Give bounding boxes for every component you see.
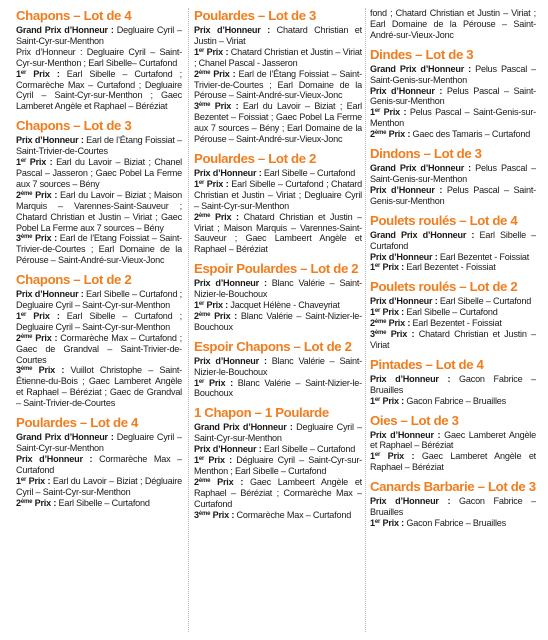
category-title: Oies – Lot de 3	[370, 412, 459, 428]
prize-label: Prix d’Honneur :	[370, 373, 451, 384]
winners-text: Cormarèche Max – Curtafond	[16, 453, 182, 475]
prize-entry	[370, 64, 536, 86]
category-section	[194, 405, 362, 520]
winners-text: Dégluaire Cyril – Saint-Cyr-sur-Menthon ; Earl Sibelle – Curtafond	[194, 455, 362, 476]
winners-text: Earl Sibelle – Curtafond ; Degluaire Cyril – Saint-Cyr-sur-Menthon	[16, 289, 182, 311]
winners-text: Earl de l’Etang Foissiat – Saint-Trivier-de-Courtes ; Earl Domaine de la Pérouse – Saint-André-sur-Vieux-Jonc	[16, 233, 182, 266]
prize-label: 1er Prix :	[194, 377, 233, 388]
prize-label: Prix d’Honneur :	[370, 184, 443, 195]
winners-text: Pelus Pascal – Saint-Genis-sur-Menthon	[370, 63, 536, 85]
prize-label: Grand Prix d’Honneur :	[370, 163, 471, 174]
winners-text: Gacon Fabrice – Bruailles	[404, 395, 506, 406]
prize-entry	[370, 396, 536, 407]
prize-label: 1er Prix :	[16, 475, 51, 486]
category-title: Pintades – Lot de 4	[370, 356, 484, 372]
prize-entry	[16, 190, 182, 234]
prize-entry	[370, 430, 536, 452]
prize-label: 2ème Prix :	[16, 497, 57, 508]
column-divider	[365, 8, 366, 632]
winners-text: Pelus Pascal – Saint-Genis-sur-Menthon	[370, 85, 536, 107]
prize-label: 1er Prix :	[370, 107, 407, 118]
prize-label: 3ème Prix :	[16, 365, 65, 376]
prize-entry	[194, 168, 362, 179]
winners-text: Prix d’Honneur : Degluaire Cyril – Saint-Cyr-sur-Menthon ; Earl Sibelle– Curtafond	[16, 46, 182, 68]
winners-text: Jacquet Hélène - Chaveyriat	[228, 300, 340, 311]
prize-label: Prix d’Honneur :	[370, 251, 438, 262]
winners-text: Earl Sibelle – Curtafond	[404, 307, 498, 318]
winners-text: Chatard Christian et Justin – Viriat ; Maison Marquis – Varennes-Saint-Sauveur ; Gaec Lambeert Angèle et Raphael – Béréziat	[194, 211, 362, 255]
winners-text: Earl Bezentet - Foissiat	[404, 262, 496, 273]
prize-entry	[194, 422, 362, 444]
winners-text: Blanc Valérie – Saint-Nizier-le-Bouchoux	[194, 278, 362, 300]
winners-text: Blanc Valérie – Saint-Nizier-le-Bouchoux	[194, 377, 362, 399]
winners-text: Earl Sibelle – Curtafond ; Cormarèche Max – Curtafond ; Degluaire Cyril – Saint-Cyr-sur-Menthon ; Gaec Lamberet Angèle et Raphael – Béréziat	[16, 68, 182, 112]
winners-text: Degluaire Cyril – Saint-Cyr-sur-Menthon	[16, 25, 182, 46]
prize-label: 2ème Prix :	[194, 68, 236, 79]
prize-label: 2ème Prix :	[194, 211, 239, 222]
winners-text: Earl du Lavoir – Biziat ; Earl Bezentet – Foissiat ; Gaec Pobel La Ferme aux 7 sources – Bény ; Earl Domaine de la Pérouse – Saint-André-sur-Vieux-Jonc	[194, 101, 362, 145]
winners-text: Earl de l’Étang Foissiat – Saint-Trivier-de-Courtes ; Earl Domaine de la Pérouse – Saint-André-sur-Vieux-Jonc	[194, 68, 362, 101]
prize-label: Prix d’Honneur :	[370, 429, 441, 440]
prize-entry	[194, 311, 362, 333]
prize-entry	[16, 311, 182, 333]
winners-text: Gaec Lamberet Angèle et Raphael – Béréziat	[370, 429, 536, 451]
prize-entry	[16, 157, 182, 190]
column-divider	[188, 8, 189, 632]
prize-entry	[16, 432, 182, 454]
prize-entry	[194, 378, 362, 400]
winners-text: Pelus Pascal – Saint-Genis-sur-Menthon	[370, 163, 536, 184]
winners-text: Gaec des Tamaris – Curtafond	[410, 129, 531, 140]
winners-text: Cormarèche Max – Curtafond ; Gaec de Grandval – Saint-Trivier-de-Courtes	[16, 332, 182, 365]
prize-entry	[194, 455, 362, 477]
winners-text: Earl du Lavoir – Biziat ; Maison Marquis – Varennes-Saint-Sauveur ; Chatard Christian et Justin – Viriat ; Gaec Pobel La Ferme aux 7 sources – Bény	[16, 189, 182, 233]
prize-label: 1er Prix :	[16, 157, 53, 168]
prize-label: 1er Prix :	[16, 68, 60, 79]
prize-label: 1er Prix :	[370, 262, 405, 273]
prize-label: 3ème Prix :	[194, 509, 235, 520]
prize-entry	[370, 252, 536, 263]
winners-text: Gaec Lamberet Angèle et Raphael – Béréziat	[370, 451, 536, 473]
prize-label: Grand Prix d’Honneur :	[16, 432, 114, 443]
winners-text: Chatard Christian et Justin – Viriat	[194, 25, 362, 46]
winners-text: Pelus Pascal – Saint-Genis-sur-Menthon	[370, 184, 536, 206]
prize-entry	[16, 476, 182, 498]
prize-label: 1er Prix :	[194, 455, 232, 466]
category-section	[370, 479, 536, 529]
winners-text: Gaec Lambeert Angèle et Raphael – Béréziat ; Cormarèche Max – Curtafond	[194, 476, 362, 509]
winners-text: Earl de l’Étang Foissiat – Saint-Trivier-de-Courtes	[16, 135, 182, 157]
prize-label: 1er Prix :	[194, 46, 229, 57]
prize-label: 1er Prix :	[370, 451, 415, 462]
winners-text: Earl Sibelle – Curtafond	[437, 296, 532, 307]
prize-label: 2ème Prix :	[370, 129, 411, 140]
category-section	[194, 8, 362, 145]
prize-label: Prix d’Honneur :	[194, 444, 262, 455]
winners-text: Earl Sibelle – Curtafond	[261, 167, 356, 178]
prize-label: Prix d’Honneur :	[194, 278, 267, 289]
category-section	[370, 357, 536, 407]
prize-label: 1er Prix :	[16, 310, 60, 321]
winners-text: Blanc Valérie – Saint-Nizier-le-Bouchoux	[194, 310, 362, 332]
prize-label: Prix d’Honneur :	[16, 135, 84, 146]
category-title: 1 Chapon – 1 Poularde	[194, 405, 329, 421]
prize-label: 1er Prix :	[370, 395, 405, 406]
winners-text: Degluaire Cyril – Saint-Cyr-sur-Menthon	[16, 432, 182, 453]
category-section	[370, 279, 536, 351]
category-section	[370, 47, 536, 140]
prize-label: 3ème Prix :	[194, 101, 239, 112]
category-section	[370, 413, 536, 474]
winners-text: Degluaire Cyril – Saint-Cyr-sur-Menthon	[194, 422, 362, 444]
winners-text: Earl du Lavoir – Biziat ; Dégluaire Cyril – Saint-Cyr-sur-Menthon	[16, 475, 182, 497]
winners-text: Earl Bezentet - Foissiat	[410, 318, 502, 329]
column-1	[16, 8, 182, 636]
prize-entry	[370, 129, 536, 140]
category-title: Poulardes – Lot de 4	[16, 415, 138, 431]
prize-entry	[370, 262, 536, 273]
prize-label: Prix d’Honneur :	[16, 453, 93, 464]
prize-label: Grand Prix d’Honneur :	[16, 25, 114, 35]
winners-text: Earl Sibelle – Curtafond	[56, 497, 150, 508]
prize-entry	[370, 518, 536, 529]
prize-label: Prix d’Honneur :	[194, 355, 267, 366]
category-title: Espoir Poulardes – Lot de 2	[194, 261, 359, 277]
prize-label: 2ème Prix :	[194, 310, 238, 321]
category-title: Poulets roulés – Lot de 4	[370, 212, 518, 228]
prize-label: 2ème Prix :	[194, 476, 244, 487]
winners-text: fond ; Chatard Christian et Justin – Viriat ; Earl Domaine de la Pérouse – Saint-André-sur-Vieux-Jonc	[370, 8, 536, 40]
category-title: Canards Barbarie – Lot de 3	[370, 479, 536, 495]
prize-entry	[370, 496, 536, 518]
prize-entry	[370, 307, 536, 318]
category-title: Chapons – Lot de 4	[16, 8, 132, 23]
winners-text: Pelus Pascal – Saint-Genis-sur-Menthon	[370, 107, 536, 129]
prize-label: Prix d’Honneur :	[370, 85, 443, 96]
prize-entry	[16, 135, 182, 157]
continued-entry	[370, 8, 536, 41]
category-title: Dindons – Lot de 3	[370, 146, 482, 162]
prize-entry	[194, 356, 362, 378]
winners-text: Gacon Fabrice – Bruailles	[370, 373, 536, 395]
prize-entry	[370, 318, 536, 329]
winners-text: Blanc Valérie – Saint-Nizier-le-Bouchoux	[194, 355, 362, 377]
prize-label: Prix d’Honneur :	[370, 296, 438, 307]
winners-text: Earl Bezentet - Foissiat	[437, 251, 530, 262]
category-section	[16, 272, 182, 409]
winners-text: Earl Sibelle – Curtafond ; Degluaire Cyril – Saint-Cyr-sur-Menthon	[16, 310, 182, 332]
category-section	[194, 339, 362, 400]
category-title: Chapons – Lot de 2	[16, 272, 132, 288]
prize-entry	[194, 300, 362, 311]
prize-entry	[370, 329, 536, 351]
prize-label: Grand Prix d’Honneur :	[194, 422, 293, 433]
category-title: Poulardes – Lot de 2	[194, 150, 316, 166]
prize-entry	[16, 25, 182, 47]
winners-text: Gacon Fabrice – Bruailles	[370, 496, 536, 518]
category-title: Dindes – Lot de 3	[370, 46, 474, 62]
prize-label: 1er Prix :	[370, 307, 405, 318]
prize-entry	[370, 296, 536, 307]
prize-entry	[194, 69, 362, 102]
prize-entry	[16, 233, 182, 266]
prize-entry	[370, 163, 536, 185]
prize-entry	[194, 212, 362, 256]
category-section	[194, 151, 362, 255]
column-3	[370, 8, 536, 636]
winners-text: Vuillot Christophe – Saint-Étienne-du-Bois ; Gaec Lamberet Angèle et Raphael – Béréziat ; Gaec de Grandval – Saint-Trivier-de-Courtes	[16, 365, 182, 409]
prize-label: 2ème Prix :	[16, 332, 58, 343]
prize-label: 1er Prix :	[370, 518, 405, 528]
prize-entry	[370, 451, 536, 473]
category-section	[16, 415, 182, 508]
prize-label: Prix d’Honneur :	[370, 496, 451, 507]
prize-label: 3ème Prix :	[370, 329, 415, 340]
category-title: Chapons – Lot de 3	[16, 118, 132, 134]
prize-entry	[16, 47, 182, 69]
prize-entry	[16, 498, 182, 509]
prize-entry	[194, 278, 362, 300]
prize-label: 2ème Prix :	[16, 189, 58, 200]
prize-label: 1er Prix :	[194, 300, 229, 311]
winners-text: Earl Sibelle – Curtafond	[370, 229, 536, 251]
category-section	[370, 213, 536, 274]
prize-entry	[194, 444, 362, 455]
prize-label: 1er Prix :	[194, 178, 229, 189]
column-2	[194, 8, 362, 636]
category-section	[370, 146, 536, 207]
winners-text: Gacon Fabrice – Bruailles	[404, 518, 506, 528]
winners-text: Chatard Christian et Justin – Viriat	[370, 329, 536, 350]
prize-entry	[370, 107, 536, 129]
prize-entry	[370, 230, 536, 252]
prize-entry	[194, 179, 362, 212]
prize-label: 3ème Prix :	[16, 233, 57, 244]
prize-entry	[370, 185, 536, 207]
prize-entry	[16, 69, 182, 113]
prize-label: Prix d’Honneur :	[16, 289, 84, 300]
winners-text: Earl Sibelle – Curtafond	[261, 444, 356, 455]
prize-label: Grand Prix d’Honneur :	[370, 229, 475, 240]
winners-text: Cormarèche Max – Curtafond	[234, 509, 352, 520]
category-section	[16, 8, 182, 112]
prize-entry	[194, 101, 362, 145]
prize-entry	[16, 289, 182, 311]
winners-text: Chatard Christian et Justin – Viriat ; Chanel Pascal - Jasseron	[194, 46, 362, 68]
prize-label: Prix d’Honneur :	[194, 25, 271, 35]
prize-entry	[194, 25, 362, 47]
category-title: Poulets roulés – Lot de 2	[370, 279, 518, 295]
prize-entry	[16, 454, 182, 476]
prize-label: Grand Prix d’Honneur :	[370, 63, 471, 74]
prize-entry	[194, 47, 362, 69]
prize-entry	[16, 365, 182, 409]
category-section	[16, 118, 182, 266]
category-title: Poulardes – Lot de 3	[194, 8, 316, 23]
winners-text: Earl du Lavoir – Biziat ; Chanel Pascal – Jasseron ; Gaec Pobel La Ferme aux 7 sources – Bény	[16, 157, 182, 189]
category-title: Espoir Chapons – Lot de 2	[194, 338, 352, 354]
prize-entry	[194, 477, 362, 510]
prize-entry	[16, 333, 182, 366]
prize-label: Prix d’Honneur :	[194, 167, 262, 178]
prize-label: 2ème Prix :	[370, 318, 411, 329]
prize-entry	[370, 374, 536, 396]
category-section	[194, 261, 362, 333]
winners-text: Earl Sibelle – Curtafond ; Chatard Christian et Justin – Viriat ; Degluaire Cyril – Saint-Cyr-sur-Menthon	[194, 178, 362, 211]
prize-entry	[370, 86, 536, 108]
prize-entry	[194, 510, 362, 521]
